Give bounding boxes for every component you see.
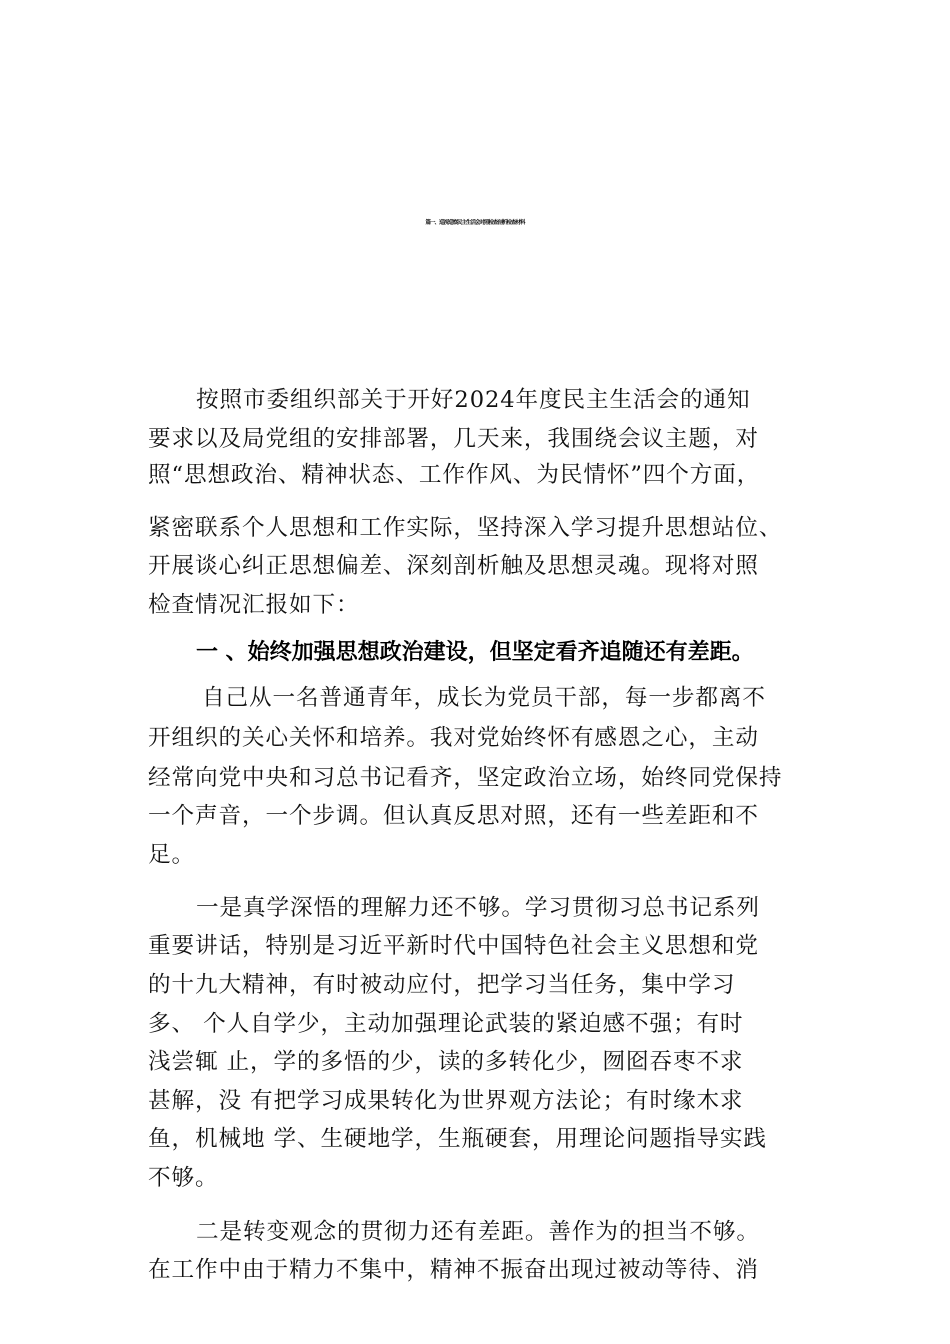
intro-line: 按照市委组织部关于开好2024年度民主生活会的通知 (196, 387, 751, 413)
section1-line: 开组织的关心关怀和培养。我对党始终怀有感恩之心，主动 (148, 725, 759, 751)
section1-line: 足。 (148, 842, 195, 868)
intro-line: 检查情况汇报如下： (148, 592, 360, 618)
section1-line: 自己从一名普通青年，成长为党员干部，每一步都离不 (202, 685, 766, 711)
intro-line: 紧密联系个人思想和工作实际，坚持深入学习提升思想站位、 (148, 515, 783, 541)
intro-line: 照“思想政治、精神状态、工作作风、为民情怀”四个方面， (148, 462, 761, 488)
point1-line: 鱼，机械地 学、生硬地学，生瓶硬套，用理论问题指导实践 (148, 1126, 767, 1152)
section1-line: 经常向党中央和习总书记看齐，坚定政治立场，始终同党保持 (148, 765, 783, 791)
point1-line: 多、 个人自学少，主动加强理论武装的紧迫感不强；有时 (148, 1011, 744, 1037)
point1-line: 不够。 (148, 1165, 219, 1191)
point2-line: 二是转变观念的贯彻力还有差距。善作为的担当不够。 (196, 1219, 760, 1245)
section-heading: 一 、始终加强思想政治建设，但坚定看齐追随还有差距。 (196, 640, 754, 665)
point1-line: 重要讲话，特别是习近平新时代中国特色社会主义思想和党 (148, 933, 759, 959)
point2-line: 在工作中由于精力不集中，精神不振奋出现过被动等待、消 (148, 1257, 759, 1283)
section1-line: 一个声音，一个步调。但认真反思对照，还有一些差距和不 (148, 803, 759, 829)
point1-line: 的十九大精神，有时被动应付，把学习当任务，集中学习 (148, 972, 736, 998)
point1-line: 浅尝辄 止，学的多悟的少，读的多转化少，囫囵吞枣不求 (148, 1049, 744, 1075)
intro-line: 要求以及局党组的安排部署，几天来，我围绕会议主题，对 (148, 426, 759, 452)
point1-line: 甚解，没 有把学习成果转化为世界观方法论；有时缘木求 (148, 1088, 744, 1114)
intro-line: 开展谈心纠正思想偏差、深刻剖析触及思想灵魂。现将对照 (148, 553, 759, 579)
point1-line: 一是真学深悟的理解力还不够。学习贯彻习总书记系列 (196, 895, 760, 921)
document-title: 篇一、巡视巡察民主生活会对照检查剖析检查材料 (425, 220, 525, 226)
